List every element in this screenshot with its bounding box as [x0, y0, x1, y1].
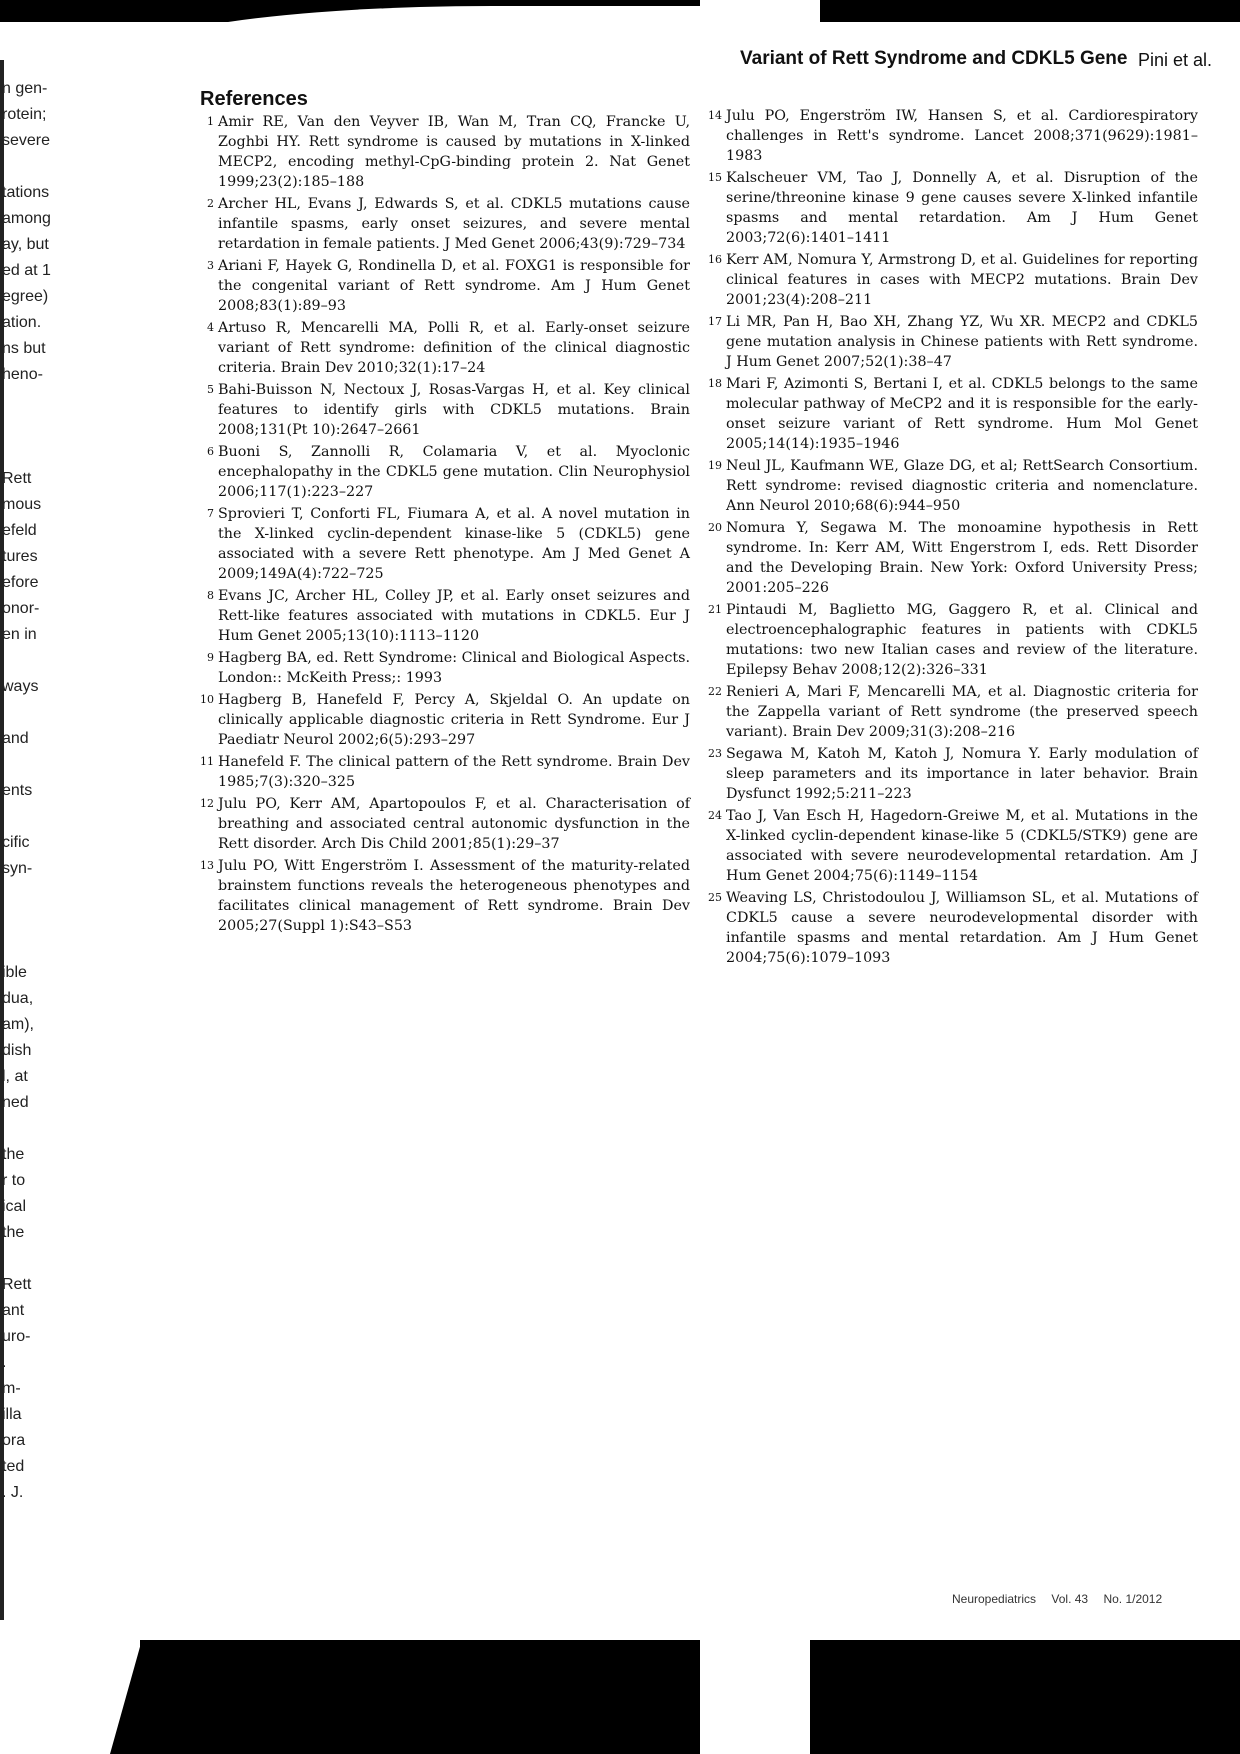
reference-number: 15	[708, 171, 722, 184]
reference-item	[200, 504, 690, 584]
reference-number: 22	[708, 685, 722, 698]
text-fragment: . J.	[2, 1484, 24, 1501]
text-fragment: n gen-	[2, 80, 48, 97]
text-fragment: ible	[2, 964, 27, 981]
text-fragment: ents	[2, 782, 33, 799]
reference-number: 23	[708, 747, 722, 760]
reference-text: Hagberg B, Hanefeld F, Percy A, Skjeldal O. An update on clinically applicable diagnostic criteria in Rett Syndrome. Eur J Paediatr Neurol 2002;6(5):293–297	[218, 692, 690, 748]
text-fragment: .	[2, 1354, 7, 1371]
text-fragment: heno-	[2, 366, 43, 383]
text-fragment: ns but	[2, 340, 46, 357]
text-fragment: ora	[2, 1432, 26, 1449]
reference-text: Weaving LS, Christodoulou J, Williamson SL, et al. Mutations of CDKL5 cause a severe neurodevelopmental disorder with infantile spasms and mental retardation. Am J Hum Genet 2004;75(6):1079–1093	[726, 890, 1198, 966]
reference-item	[708, 744, 1198, 804]
reference-text: Hagberg BA, ed. Rett Syndrome: Clinical and Biological Aspects. London:: McKeith Press;: 1993	[218, 650, 690, 686]
reference-number: 21	[708, 603, 722, 616]
reference-text: Archer HL, Evans J, Edwards S, et al. CDKL5 mutations cause infantile spasms, early onset seizures, and severe mental retardation in female patients. J Med Genet 2006;43(9):729–734	[218, 196, 690, 252]
reference-item	[200, 380, 690, 440]
text-fragment: dish	[2, 1042, 32, 1059]
reference-number: 20	[708, 521, 722, 534]
text-fragment: dua,	[2, 990, 34, 1007]
reference-item	[708, 600, 1198, 680]
reference-number: 2	[207, 197, 214, 210]
reference-item	[200, 690, 690, 750]
text-fragment: syn-	[2, 860, 33, 877]
text-fragment: en in	[2, 626, 37, 643]
text-fragment: am),	[2, 1016, 34, 1033]
reference-number: 8	[207, 589, 214, 602]
reference-item	[200, 442, 690, 502]
reference-item	[708, 806, 1198, 886]
reference-text: Sprovieri T, Conforti FL, Fiumara A, et al. A novel mutation in the X-linked cyclin-dependent kinase-like 5 (CDKL5) gene associated with a severe Rett phenotype. Am J Med Genet A 2009;149A(4):722–725	[218, 506, 690, 582]
reference-text: Artuso R, Mencarelli MA, Polli R, et al. Early-onset seizure variant of Rett syndrome: definition of the clinical diagnostic criteria. Brain Dev 2010;32(1):17–24	[218, 320, 690, 376]
reference-number: 5	[207, 383, 214, 396]
reference-item	[200, 586, 690, 646]
reference-text: Julu PO, Witt Engerström I. Assessment of the maturity-related brainstem functions reveals the heterogeneous phenotypes and facilitates clinical management of Rett syndrome. Brain Dev 2005;27(Suppl 1):S43–S53	[218, 858, 690, 934]
text-fragment: l, at	[2, 1068, 28, 1085]
reference-number: 14	[708, 109, 722, 122]
reference-item	[708, 312, 1198, 372]
reference-text: Nomura Y, Segawa M. The monoamine hypothesis in Rett syndrome. In: Kerr AM, Witt Engerstrom I, eds. Rett Disorder and the Developing Brain. New York: Oxford University Press; 2001:205–226	[726, 520, 1198, 596]
reference-number: 18	[708, 377, 722, 390]
text-fragment: uro-	[2, 1328, 31, 1345]
footer-issue: No. 1/2012	[1103, 1592, 1163, 1606]
text-fragment: r to	[2, 1172, 26, 1189]
scan-binding-gap-bottom	[700, 1640, 810, 1754]
running-title: Variant of Rett Syndrome and CDKL5 Gene	[740, 48, 1128, 69]
text-fragment: ed at 1	[2, 262, 51, 279]
running-authors: Pini et al.	[1138, 50, 1213, 70]
reference-number: 4	[207, 321, 214, 334]
reference-number: 19	[708, 459, 722, 472]
reference-item	[708, 250, 1198, 310]
reference-item	[708, 888, 1198, 968]
reference-number: 24	[708, 809, 722, 822]
reference-item	[708, 682, 1198, 742]
text-fragment: onor-	[2, 600, 40, 617]
reference-text: Kerr AM, Nomura Y, Armstrong D, et al. Guidelines for reporting clinical features in cases with MECP2 mutations. Brain Dev 2001;23(4):208–211	[726, 252, 1198, 308]
text-fragment: tures	[2, 548, 38, 565]
reference-text: Neul JL, Kaufmann WE, Glaze DG, et al; RettSearch Consortium. Rett syndrome: revised diagnostic criteria and nomenclature. Ann Neurol 2010;68(6):944–950	[726, 458, 1198, 514]
footer-journal: Neuropediatrics	[952, 1592, 1037, 1606]
text-fragment: efore	[2, 574, 39, 591]
reference-item	[708, 374, 1198, 454]
text-fragment: ted	[2, 1458, 25, 1475]
reference-text: Segawa M, Katoh M, Katoh J, Nomura Y. Early modulation of sleep parameters and its importance in later behavior. Brain Dysfunct 1992;5:211–223	[726, 746, 1198, 802]
text-fragment: cific	[2, 834, 30, 851]
footer-volume: Vol. 43	[1051, 1592, 1089, 1606]
reference-item	[708, 106, 1198, 166]
reference-item	[708, 168, 1198, 248]
reference-text: Buoni S, Zannolli R, Colamaria V, et al. Myoclonic encephalopathy in the CDKL5 gene mutation. Clin Neurophysiol 2006;117(1):223–227	[218, 444, 690, 500]
text-fragment: illa	[2, 1406, 22, 1423]
reference-text: Renieri A, Mari F, Mencarelli MA, et al. Diagnostic criteria for the Zappella variant of Rett syndrome (the preserved speech variant). Brain Dev 2009;31(3):208–216	[726, 684, 1198, 740]
reference-text: Julu PO, Engerström IW, Hansen S, et al. Cardiorespiratory challenges in Rett's syndrome. Lancet 2008;371(9629):1981–1983	[726, 108, 1198, 164]
text-fragment: the	[2, 1146, 25, 1163]
references-column-left	[200, 112, 690, 938]
reference-text: Amir RE, Van den Veyver IB, Wan M, Tran CQ, Francke U, Zoghbi HY. Rett syndrome is caused by mutations in X-linked MECP2, encoding methyl-CpG-binding protein 2. Nat Genet 1999;23(2):185–188	[218, 114, 690, 190]
references-heading: References	[200, 88, 308, 110]
reference-text: Li MR, Pan H, Bao XH, Zhang YZ, Wu XR. MECP2 and CDKL5 gene mutation analysis in Chinese patients with Rett syndrome. J Hum Genet 2007;52(1):38–47	[726, 314, 1198, 370]
reference-item	[200, 194, 690, 254]
reference-number: 1	[207, 115, 214, 128]
reference-number: 7	[207, 507, 214, 520]
text-fragment: among	[2, 210, 51, 227]
reference-item	[200, 752, 690, 792]
text-fragment: rotein;	[2, 106, 47, 123]
text-fragment: the	[2, 1224, 25, 1241]
text-fragment: ay, but	[2, 236, 49, 253]
reference-number: 17	[708, 315, 722, 328]
reference-text: Tao J, Van Esch H, Hagedorn-Greiwe M, et al. Mutations in the X-linked cyclin-dependent kinase-like 5 (CDKL5/STK9) gene are associated with severe neurodevelopmental retardation. Am J Hum Genet 2004;75(6):1149–1154	[726, 808, 1198, 884]
text-fragment: ways	[2, 678, 39, 695]
reference-text: Bahi-Buisson N, Nectoux J, Rosas-Vargas H, et al. Key clinical features to identify girls with CDKL5 mutations. Brain 2008;131(Pt 10):2647–2661	[218, 382, 690, 438]
scan-border-bottom	[0, 1640, 1240, 1754]
text-fragment: and	[2, 730, 29, 747]
text-fragment: Rett	[2, 470, 32, 487]
reference-text: Ariani F, Hayek G, Rondinella D, et al. FOXG1 is responsible for the congenital variant of Rett syndrome. Am J Hum Genet 2008;83(1):89–93	[218, 258, 690, 314]
reference-text: Mari F, Azimonti S, Bertani I, et al. CDKL5 belongs to the same molecular pathway of MeCP2 and it is responsible for the early-onset seizure variant of Rett syndrome. Hum Mol Genet 2005;14(14):1935–1946	[726, 376, 1198, 452]
references-column-right	[708, 106, 1198, 970]
reference-text: Hanefeld F. The clinical pattern of the Rett syndrome. Brain Dev 1985;7(3):320–325	[218, 754, 690, 790]
reference-item	[708, 518, 1198, 598]
reference-item	[200, 794, 690, 854]
reference-number: 11	[200, 755, 214, 768]
reference-text: Evans JC, Archer HL, Colley JP, et al. Early onset seizures and Rett-like features associated with mutations in CDKL5. Eur J Hum Genet 2005;13(10):1113–1120	[218, 588, 690, 644]
reference-number: 16	[708, 253, 722, 266]
page-footer	[952, 1592, 1174, 1606]
text-fragment: ation.	[2, 314, 42, 331]
reference-number: 13	[200, 859, 214, 872]
reference-number: 25	[708, 891, 722, 904]
reference-item	[200, 648, 690, 688]
text-fragment: efeld	[2, 522, 37, 539]
text-fragment: ical	[2, 1198, 27, 1215]
reference-number: 3	[207, 259, 214, 272]
reference-number: 12	[200, 797, 214, 810]
reference-text: Kalscheuer VM, Tao J, Donnelly A, et al. Disruption of the serine/threonine kinase 9 gene causes severe X-linked infantile spasms and mental retardation. Am J Hum Genet 2003;72(6):1401–1411	[726, 170, 1198, 246]
reference-text: Pintaudi M, Baglietto MG, Gaggero R, et al. Clinical and electroencephalographic features in patients with CDKL5 mutations: two new Italian cases and review of the literature. Epilepsy Behav 2008;12(2):326–331	[726, 602, 1198, 678]
reference-item	[708, 456, 1198, 516]
reference-number: 6	[207, 445, 214, 458]
reference-item	[200, 856, 690, 936]
reference-number: 9	[207, 651, 214, 664]
text-fragment: tations	[2, 184, 50, 201]
reference-text: Julu PO, Kerr AM, Apartopoulos F, et al. Characterisation of breathing and associated central autonomic dysfunction in the Rett disorder. Arch Dis Child 2001;85(1):29–37	[218, 796, 690, 852]
text-fragment: m-	[2, 1380, 21, 1397]
text-fragment: severe	[2, 132, 51, 149]
text-fragment: mous	[2, 496, 42, 513]
text-fragment: egree)	[2, 288, 49, 305]
text-fragment: ned	[2, 1094, 29, 1111]
text-fragment: ant	[2, 1302, 25, 1319]
reference-item	[200, 318, 690, 378]
scan-binding-gap	[700, 0, 820, 22]
reference-item	[200, 112, 690, 192]
text-fragment: Rett	[2, 1276, 32, 1293]
reference-item	[200, 256, 690, 316]
reference-number: 10	[200, 693, 214, 706]
